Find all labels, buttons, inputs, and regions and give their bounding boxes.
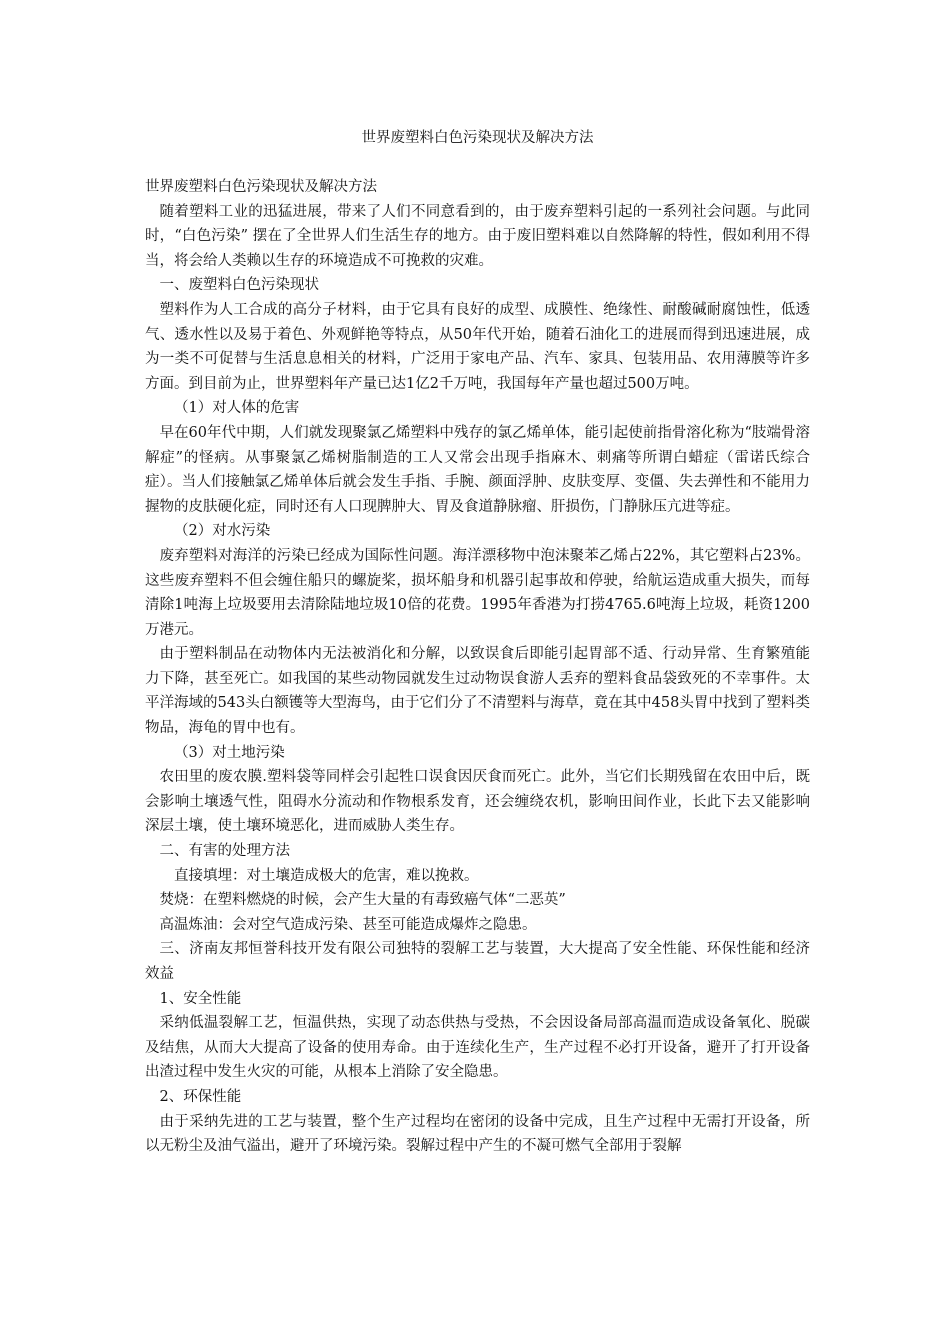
- document-body: [145, 175, 810, 1159]
- subsection-heading-3: （3）对土地污染: [174, 744, 285, 761]
- body-paragraph: 废弃塑料对海洋的污染已经成为国际性问题。海洋漂移物中泡沫聚苯乙烯占22%，其它塑料占23%。这些废弃塑料不但会缠住船只的螺旋桨，损坏船身和机器引起事故和停驶，给航运造成重大损失，而每清除1吨海上垃圾要用去清除陆地垃圾10倍的花费。1995年香港为打捞4765.6吨海上垃圾，耗资1200万港元。: [145, 547, 810, 638]
- subsection-heading-2: （2）对水污染: [174, 523, 271, 540]
- section-heading-1: 一、废塑料白色污染现状: [159, 277, 319, 294]
- body-paragraph: 高温炼油：会对空气造成污染、甚至可能造成爆炸之隐患。: [159, 916, 537, 933]
- section-heading-3: 三、济南友邦恒誉科技开发有限公司独特的裂解工艺与装置，大大提高了安全性能、环保性能和经济效益: [145, 941, 810, 982]
- body-paragraph: 塑料作为人工合成的高分子材料，由于它具有良好的成型、成膜性、绝缘性、耐酸碱耐腐蚀性，低透气、透水性以及易于着色、外观鲜艳等特点，从50年代开始，随着石油化工的进展而得到迅速进展，成为一类不可促替与生活息息相关的材料，广泛用于家电产品、汽车、家具、包装用品、农用薄膜等许多方面。到目前为止，世界塑料年产量已达1亿2千万吨，我国每年产量也超过500万吨。: [145, 301, 810, 392]
- document-title: 世界废塑料白色污染现状及解决方法: [361, 130, 594, 146]
- intro-paragraph: 随着塑料工业的迅猛进展，带来了人们不同意看到的，由于废弃塑料引起的一系列社会问题。与此同时，“白色污染” 摆在了全世界人们生活生存的地方。由于废旧塑料难以自然降解的特性，假如利用不得当，将会给人类赖以生存的环境造成不可挽救的灾难。: [145, 203, 810, 269]
- subsection-heading-environment: 2、环保性能: [159, 1088, 242, 1105]
- section-heading-2: 二、有害的处理方法: [159, 843, 290, 860]
- body-paragraph: 直接填埋：对土壤造成极大的危害，难以挽救。: [174, 867, 479, 884]
- body-paragraph: 由于采纳先进的工艺与装置，整个生产过程均在密闭的设备中完成，且生产过程中无需打开设备，所以无粉尘及油气溢出，避开了环境污染。裂解过程中产生的不凝可燃气全部用于裂解: [145, 1113, 810, 1155]
- subsection-heading-1: （1）对人体的危害: [174, 400, 300, 417]
- body-paragraph: 由于塑料制品在动物体内无法被消化和分解，以致误食后即能引起胃部不适、行动异常、生育繁殖能力下降，甚至死亡。如我国的某些动物园就发生过动物误食游人丢弃的塑料食品袋致死的不幸事件。太平洋海域的543头白额镬等大型海鸟，由于它们分了不清塑料与海草，竟在其中458头胃中找到了塑料类物品，海龟的胃中也有。: [145, 646, 810, 737]
- body-paragraph: 采纳低温裂解工艺，恒温供热，实现了动态供热与受热，不会因设备局部高温而造成设备氧化、脱碳及结焦，从而大大提高了设备的使用寿命。由于连续化生产，生产过程不必打开设备，避开了打开设备出渣过程中发生火灾的可能，从根本上消除了安全隐患。: [145, 1015, 810, 1081]
- body-paragraph: 早在60年代中期，人们就发现聚氯乙烯塑料中残存的氯乙烯单体，能引起使前指骨溶化称为“肢端骨溶解症”的怪病。从事聚氯乙烯树脂制造的工人又常会出现手指麻木、刺痛等所谓白蜡症（雷诺氏综合症）。当人们接触氯乙烯单体后就会发生手指、手腕、颜面浮肿、皮肤变厚、变僵、失去弹性和不能用力握物的皮肤硬化症，同时还有人口现脾肿大、胃及食道静脉瘤、肝损伤，门静脉压亢进等症。: [145, 424, 810, 515]
- subsection-heading-safety: 1、安全性能: [159, 990, 242, 1007]
- body-paragraph: 焚烧：在塑料燃烧的时候，会产生大量的有毒致癌气体“二恶英”: [159, 892, 566, 909]
- body-paragraph: 农田里的废农膜.塑料袋等同样会引起牲口误食因厌食而死亡。此外，当它们长期残留在农田中后，既会影响土壤透气性，阻碍水分流动和作物根系发育，还会缠绕农机，影响田间作业，长此下去又能影响深层土壤，使土壤环境恶化，进而威胁人类生存。: [145, 769, 810, 835]
- subtitle-paragraph: 世界废塑料白色污染现状及解决方法: [145, 179, 377, 195]
